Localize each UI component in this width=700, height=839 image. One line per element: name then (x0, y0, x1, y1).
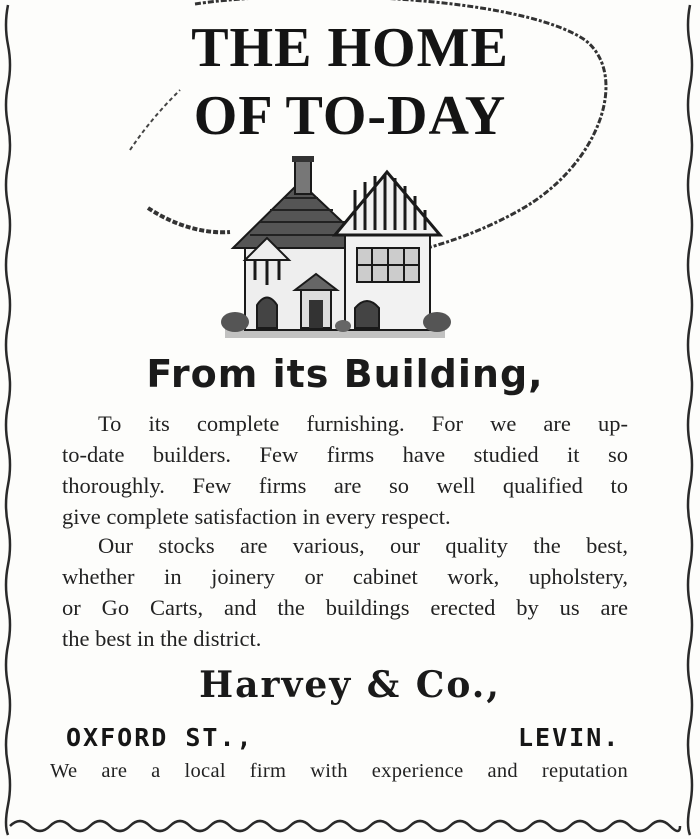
headline-line-1: THE HOME (191, 17, 509, 79)
paragraph-1-line-1: To its complete furnishing. For we are up- (98, 411, 628, 436)
paragraph-1-line-2: to-date builders. Few firms have studied it so (62, 442, 628, 467)
firm-name: Harvey & Co., (199, 664, 501, 706)
paragraph-1-line-3: thoroughly. Few firms are so well qualified to (62, 473, 628, 498)
paragraph-2-line-1: Our stocks are various, our quality the best, (98, 533, 628, 558)
paragraph-2-line-3: or Go Carts, and the buildings erected by us are (62, 595, 628, 620)
house-illustration-icon (205, 150, 465, 345)
headline-line-2: OF TO-DAY (193, 85, 507, 147)
paragraph-1 (62, 408, 628, 532)
address-street: OXFORD ST., (66, 723, 254, 752)
subheadline: From its Building, (146, 352, 544, 396)
paragraph-2-line-2: whether in joinery or cabinet work, upholstery, (62, 564, 628, 589)
paragraph-1-line-4: give complete satisfaction in every respect. (62, 504, 451, 529)
address-town: LEVIN. (518, 723, 621, 752)
paragraph-2-line-4: the best in the district. (62, 626, 262, 651)
paragraph-2 (62, 530, 628, 654)
tagline: We are a local firm with experience and reputation (50, 760, 628, 782)
